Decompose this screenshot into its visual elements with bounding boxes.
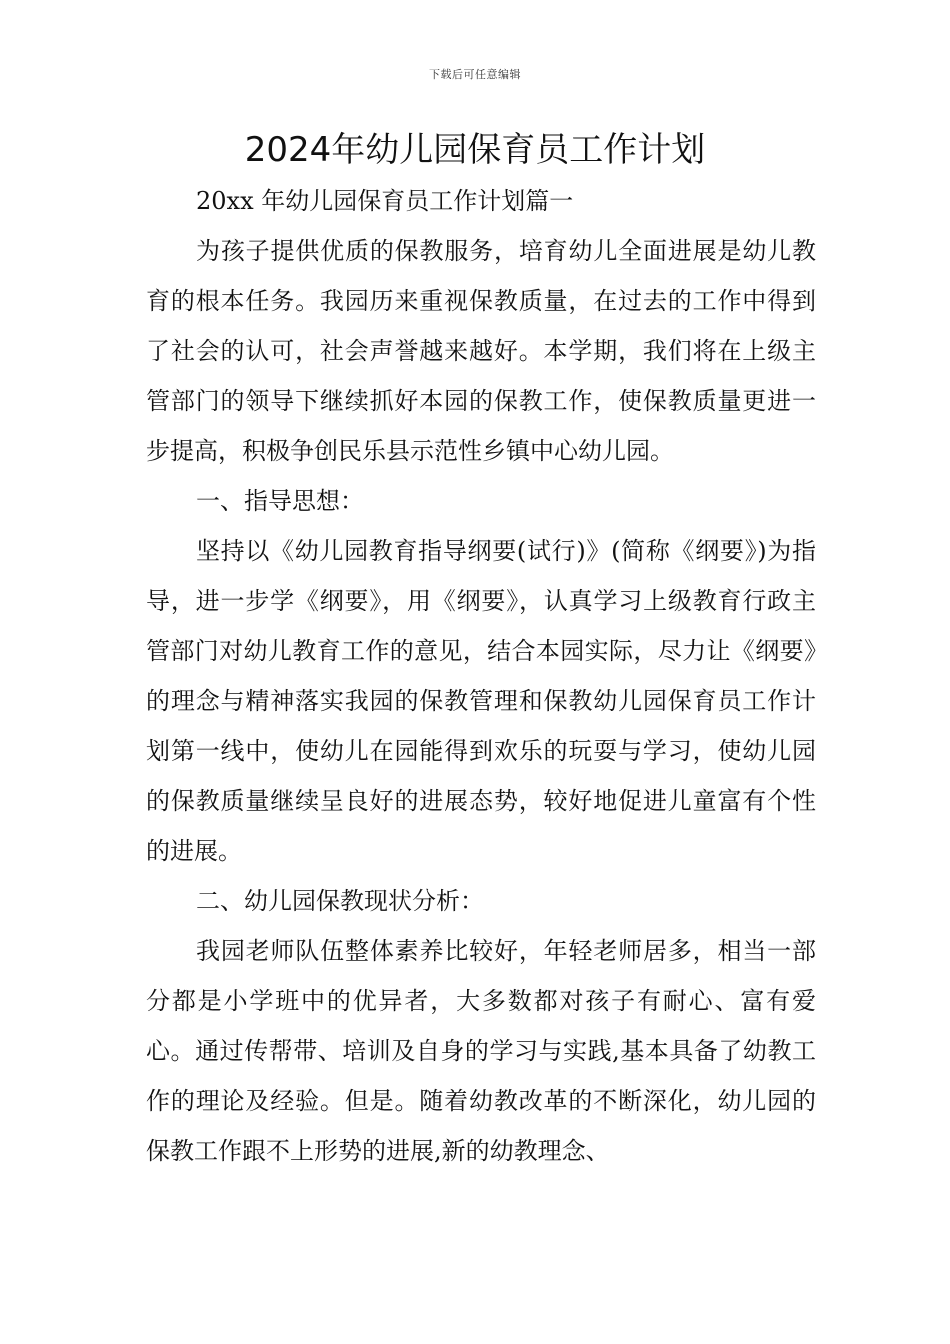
section-heading-guiding-ideology: 一、指导思想： (196, 487, 364, 515)
paragraph-guiding-ideology: 坚持以《幼儿园教育指导纲要(试行)》(简称《纲要》)为指导，进一步学《纲要》，用《纲要》，认真学习上级教育行政主管部门对幼儿教育工作的意见，结合本园实际，尽力让《纲要》的理念与精神落实我园的保教管理和保教幼儿园保育员工作计划第一线中，使幼儿在园能得到欢乐的玩耍与学习，使幼儿园的保教质量继续呈良好的进展态势，较好地促进儿童富有个性的进展。 (146, 537, 816, 865)
document-body (146, 176, 816, 1176)
paragraph-intro: 为孩子提供优质的保教服务，培育幼儿全面进展是幼儿教育的根本任务。我园历来重视保教质量，在过去的工作中得到了社会的认可，社会声誉越来越好。本学期，我们将在上级主管部门的领导下继续抓好本园的保教工作，使保教质量更进一步提高，积极争创民乐县示范性乡镇中心幼儿园。 (146, 237, 816, 465)
paragraph-status-analysis: 我园老师队伍整体素养比较好，年轻老师居多，相当一部分都是小学班中的优异者，大多数都对孩子有耐心、富有爱心。通过传帮带、培训及自身的学习与实践,基本具备了幼教工作的理论及经验。但是。随着幼教改革的不断深化，幼儿园的保教工作跟不上形势的进展,新的幼教理念、 (146, 937, 816, 1165)
document-subtitle: 20xx 年幼儿园保育员工作计划篇一 (196, 187, 574, 215)
section-heading-status-analysis: 二、幼儿园保教现状分析： (196, 887, 484, 915)
document-title: 2024年幼儿园保育员工作计划 (244, 130, 706, 170)
header-note: 下载后可任意编辑 (429, 68, 521, 81)
